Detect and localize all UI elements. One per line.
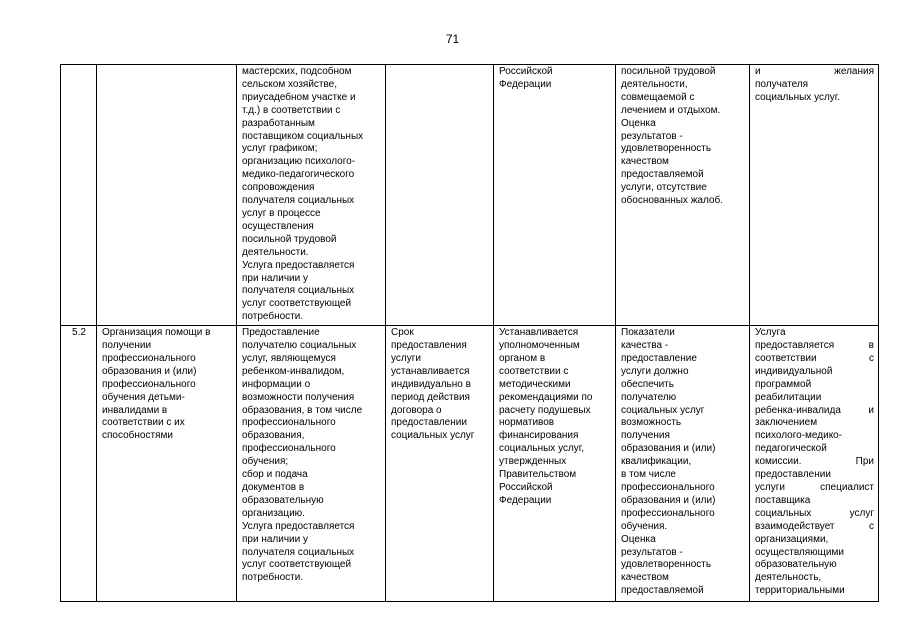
cell-quality-text: Показатели качества - предоставление услуги должно обеспечить получателю социальных услуг возможность получения образования и (или) квалификации, в том числе профессионального образования и (или) профессионального обучения. Оценка результатов - удовлетворенность качеством предоставляемой — [621, 327, 716, 597]
table-row — [61, 326, 879, 602]
cell-norm — [494, 326, 616, 602]
cell-number — [61, 326, 97, 602]
conditions-line: предоставлении — [755, 469, 831, 481]
conditions-line: педагогической — [755, 443, 827, 455]
cell-term-text: Срок предоставления услуги устанавливается индивидуально в период действия договора о предоставлении социальных услуг — [391, 327, 475, 442]
cell-quality-text: посильной трудовой деятельности, совмещаемой с лечением и отдыхом. Оценка результатов - удовлетворенность качеством предоставляемой услуги, отсутствие обоснованных жалоб. — [621, 66, 723, 207]
cell-conditions — [750, 326, 879, 602]
cell-number — [61, 65, 97, 326]
conditions-line: услуги специалист — [755, 482, 874, 493]
conditions-line: психолого-медико- — [755, 430, 843, 442]
cell-term — [386, 326, 494, 602]
cell-quality — [616, 65, 750, 326]
conditions-line: комиссии. При — [755, 456, 874, 468]
cell-service-content-text: мастерских, подсобном сельском хозяйстве, приусадебном участке и т.д.) в соответствии с разработанным поставщиком социальных услуг графиком; организацию психолого- медико-педагогического сопровождения получателя социальных услуг в процессе осуществления посильной трудовой деятельности. Услуга предоставляется при наличии у получателя социальных услуг соответствующей потребности. — [242, 66, 364, 323]
conditions-line: предоставляется в — [755, 340, 874, 352]
conditions-line: территориальными — [755, 585, 845, 597]
cell-service-name-text: Организация помощи в получении профессионального образования и (или) профессионального обучения детьми- инвалидами в соответствии с их способностями — [102, 327, 211, 442]
table-row — [61, 65, 879, 326]
conditions-line: осуществляющими — [755, 546, 844, 558]
cell-conditions — [750, 65, 879, 326]
cell-norm — [494, 65, 616, 326]
conditions-line: организациями, — [755, 533, 829, 545]
cell-norm-text: Устанавливается уполномоченным органом в соответствии с методическими рекомендациями по расчету подушевых нормативов финансирования социальных услуг, утвержденных Правительством Российской Федерации — [499, 327, 593, 506]
cell-service-content-text: Предоставление получателю социальных услуг, являющемуся ребенком-инвалидом, информации о возможности получения образования, в том числе профессионального образования, профессионального обучения; сбор и подача документов в образовательную организацию. Услуга предоставляется при наличии у получателя социальных услуг соответствующей потребности. — [242, 327, 363, 584]
cell-number-text: 5.2 — [72, 327, 86, 339]
conditions-line: Услуга — [755, 327, 786, 339]
conditions-line: получателя — [755, 78, 809, 90]
conditions-line: социальных услуг. — [755, 91, 841, 103]
cell-norm-text: Российской Федерации — [499, 66, 553, 90]
social-services-table — [60, 64, 879, 602]
conditions-line: программой — [755, 378, 812, 390]
cell-service-name — [97, 326, 237, 602]
cell-service-content — [237, 65, 386, 326]
conditions-line: реабилитации — [755, 391, 822, 403]
conditions-line: взаимодействует с — [755, 520, 874, 532]
conditions-line: социальных услуг — [755, 507, 874, 519]
page-number: 71 — [445, 32, 460, 46]
cell-service-name — [97, 65, 237, 326]
cell-term — [386, 65, 494, 326]
conditions-line: поставщика — [755, 494, 811, 506]
cell-quality — [616, 326, 750, 602]
conditions-line: образовательную — [755, 559, 837, 571]
cell-service-content — [237, 326, 386, 602]
conditions-line: и желания — [755, 66, 874, 77]
conditions-line: соответствии с — [755, 352, 874, 364]
conditions-line: ребенка-инвалида и — [755, 404, 874, 416]
conditions-line: индивидуальной — [755, 365, 833, 377]
conditions-line: заключением — [755, 417, 818, 429]
conditions-line: деятельность, — [755, 572, 822, 584]
